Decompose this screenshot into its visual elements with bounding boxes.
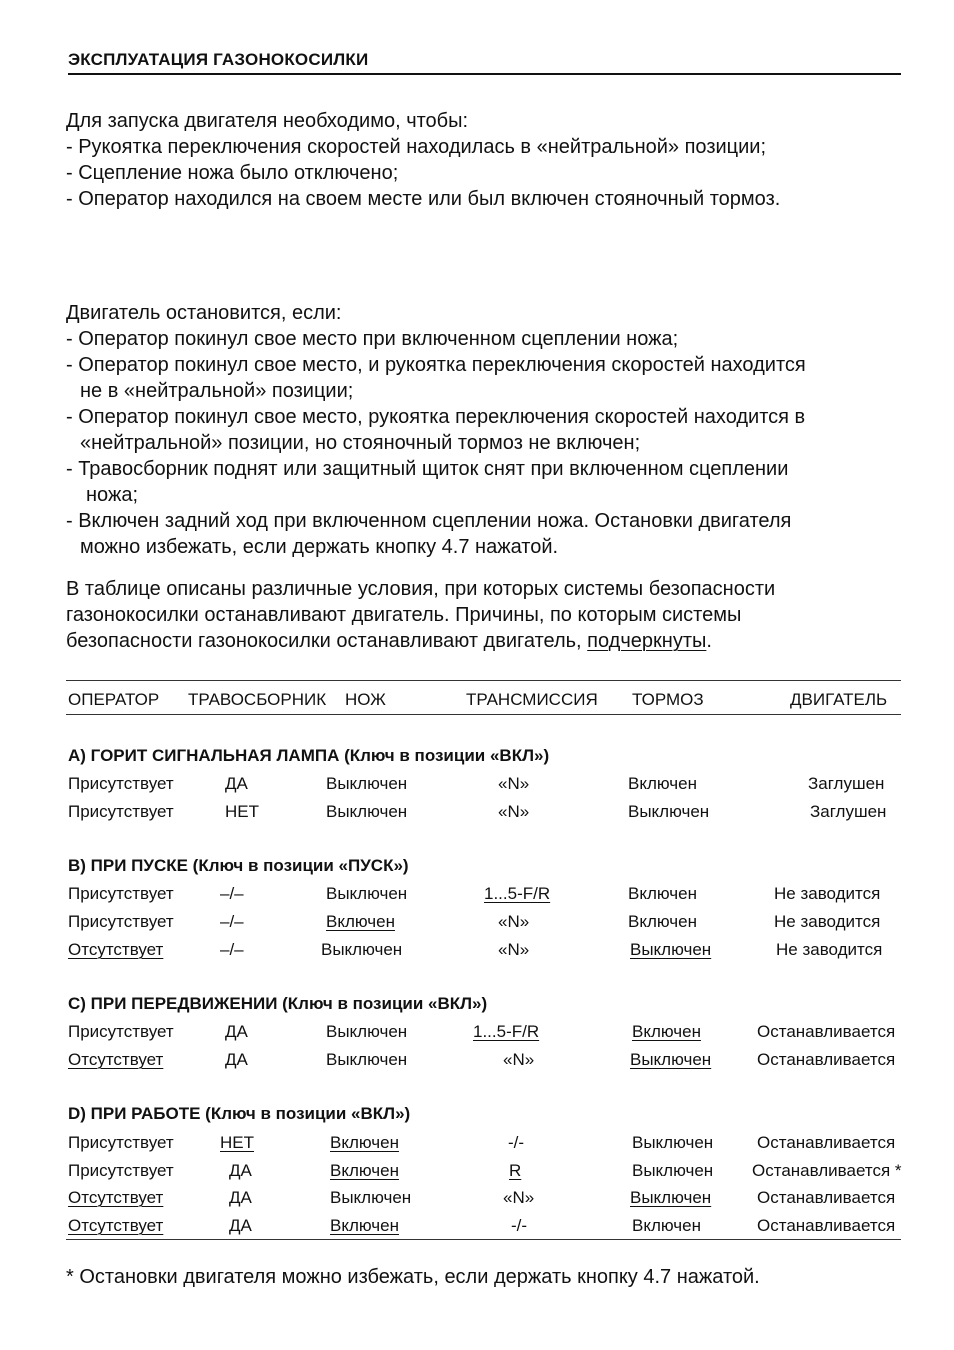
page-header: ЭКСПЛУАТАЦИЯ ГАЗОНОКОСИЛКИ [68,50,901,75]
cell-engine: Не заводится [776,940,883,959]
cell-engine: Останавливается [757,1050,896,1069]
cell-blade: Выключен [330,1188,412,1207]
cell-blade: Выключен [326,1022,408,1041]
cell-brake: Выключен [632,1161,714,1180]
cell-transmission: «N» [503,1050,535,1069]
table-header-rule [66,714,901,715]
stop-line: не в «нейтральной» позиции; [80,380,354,402]
cell-blade: Выключен [326,802,408,821]
table-bottom-rule [66,1239,901,1240]
table-intro-text: безопасности газонокосилки останавливают двигатель, [66,630,588,652]
cell-transmission: -/- [508,1133,525,1152]
cell-transmission: 1...5-F/R [484,884,551,903]
stop-intro: Двигатель остановится, если: [66,302,342,324]
cell-transmission: «N» [498,802,530,821]
cell-catcher: ДА [225,1050,248,1069]
cell-operator: Присутствует [68,1161,174,1180]
cell-blade: Выключен [321,940,403,959]
cell-brake: Включен [628,884,697,903]
cell-catcher: –/– [220,884,244,903]
cell-blade: Включен [330,1161,399,1180]
cell-catcher: ДА [225,1022,248,1041]
cell-operator: Присутствует [68,1133,174,1152]
cell-engine: Останавливается [757,1022,896,1041]
cell-operator: Отсутствует [68,1216,164,1235]
table-intro-line [66,628,775,654]
cell-catcher: НЕТ [225,802,259,821]
cell-engine: Не заводится [774,912,881,931]
cell-brake: Выключен [630,940,712,959]
start-item: - Сцепление ножа было отключено; [66,162,399,184]
cell-blade: Выключен [326,774,408,793]
stop-line: - Оператор покинул свое место при включенном сцеплении ножа; [66,328,679,350]
cell-blade: Включен [330,1216,399,1235]
column-header-operator: ОПЕРАТОР [68,690,160,709]
cell-transmission: 1...5-F/R [473,1022,540,1041]
cell-catcher: ДА [229,1216,252,1235]
column-header-brake: ТОРМОЗ [632,690,704,709]
stop-line: «нейтральной» позиции, но стояночный тормоз не включен; [80,432,641,454]
column-header-catcher: ТРАВОСБОРНИК [188,690,327,709]
cell-operator: Присутствует [68,884,174,903]
section-title-c: C) ПРИ ПЕРЕДВИЖЕНИИ (Ключ в позиции «ВКЛ») [68,994,488,1013]
stop-line: можно избежать, если держать кнопку 4.7 нажатой. [80,536,559,558]
cell-brake: Включен [628,774,697,793]
cell-engine: Останавливается [757,1133,896,1152]
cell-operator: Присутствует [68,912,174,931]
cell-engine: Останавливается * [752,1161,902,1180]
table-intro [66,576,775,654]
column-header-transmission: ТРАНСМИССИЯ [466,690,598,709]
start-conditions [66,108,780,212]
cell-blade: Включен [326,912,395,931]
cell-operator: Присутствует [68,1022,174,1041]
stop-line: - Травосборник поднят или защитный щиток снят при включенном сцеплении [66,458,789,480]
cell-engine: Останавливается [757,1216,896,1235]
cell-transmission: R [509,1161,522,1180]
cell-transmission: «N» [498,774,530,793]
table-top-rule [66,680,901,681]
column-header-engine: ДВИГАТЕЛЬ [790,690,888,709]
cell-catcher: –/– [220,912,244,931]
column-header-blade: НОЖ [345,690,386,709]
cell-brake: Включен [632,1216,701,1235]
cell-operator: Присутствует [68,802,174,821]
stop-conditions [66,300,806,560]
cell-brake: Включен [632,1022,701,1041]
cell-brake: Выключен [628,802,710,821]
cell-transmission: «N» [498,912,530,931]
underlined-word: подчеркнуты [587,630,707,652]
table-intro-line: В таблице описаны различные условия, при которых системы безопасности [66,578,776,600]
cell-operator: Присутствует [68,774,174,793]
table-intro-period: . [706,630,712,652]
cell-transmission: -/- [511,1216,528,1235]
stop-line: - Оператор покинул свое место, и рукоятка переключения скоростей находится [66,354,806,376]
start-item: - Рукоятка переключения скоростей находилась в «нейтральной» позиции; [66,136,767,158]
cell-engine: Останавливается [757,1188,896,1207]
stop-line: - Включен задний ход при включенном сцеплении ножа. Остановки двигателя [66,510,792,532]
cell-engine: Не заводится [774,884,881,903]
cell-engine: Заглушен [810,802,887,821]
cell-brake: Включен [628,912,697,931]
cell-blade: Включен [330,1133,399,1152]
cell-engine: Заглушен [808,774,885,793]
cell-brake: Выключен [632,1133,714,1152]
section-title-a: A) ГОРИТ СИГНАЛЬНАЯ ЛАМПА (Ключ в позиции «ВКЛ») [68,746,550,765]
footnote: * Остановки двигателя можно избежать, если держать кнопку 4.7 нажатой. [66,1266,760,1288]
cell-brake: Выключен [630,1050,712,1069]
cell-catcher: НЕТ [220,1133,254,1152]
cell-operator: Отсутствует [68,1050,164,1069]
section-title-d: D) ПРИ РАБОТЕ (Ключ в позиции «ВКЛ») [68,1104,411,1123]
section-title-b: B) ПРИ ПУСКЕ (Ключ в позиции «ПУСК») [68,856,409,875]
cell-transmission: «N» [503,1188,535,1207]
cell-blade: Выключен [326,1050,408,1069]
cell-operator: Отсутствует [68,1188,164,1207]
stop-line: ножа; [86,484,139,506]
cell-operator: Отсутствует [68,940,164,959]
start-intro: Для запуска двигателя необходимо, чтобы: [66,110,469,132]
cell-catcher: ДА [225,774,248,793]
start-item: - Оператор находился на своем месте или был включен стояночный тормоз. [66,188,781,210]
cell-catcher: ДА [229,1161,252,1180]
cell-transmission: «N» [498,940,530,959]
cell-blade: Выключен [326,884,408,903]
table-intro-line: газонокосилки останавливают двигатель. Причины, по которым системы [66,604,742,626]
cell-brake: Выключен [630,1188,712,1207]
cell-catcher: ДА [229,1188,252,1207]
cell-catcher: –/– [220,940,244,959]
stop-line: - Оператор покинул свое место, рукоятка переключения скоростей находится в [66,406,806,428]
